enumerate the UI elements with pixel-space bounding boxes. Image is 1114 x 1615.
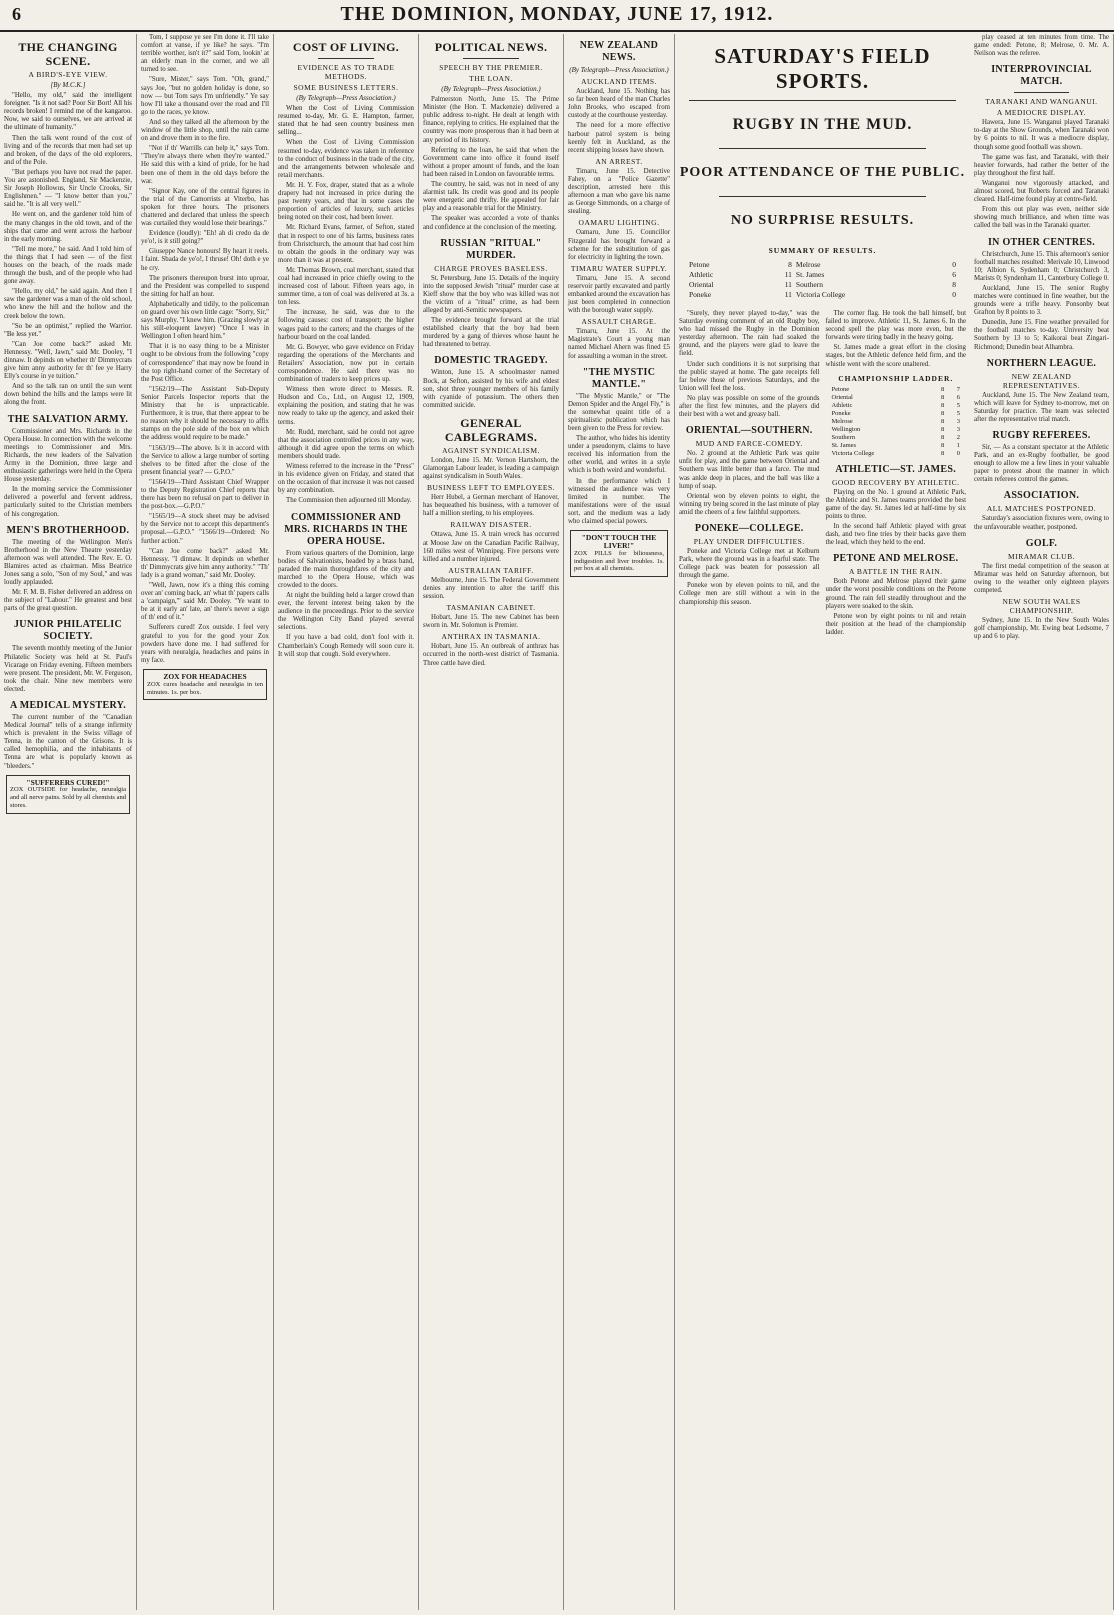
paragraph: Sufferers cured! Zox outside. I feel very grateful to you for the good your Zox powders have done me. I had suffered for years with neuralgia, headaches and pains in my face. <box>141 624 269 664</box>
paragraph: Both Petone and Melrose played their game under the worst possible conditions on the Petone ground. The rain fell steadily throughout and the players were soaked to the skin. <box>825 578 966 610</box>
paragraph: In the second half Athletic played with great dash, and two fine tries by their backs gave them the lead, which they held to the end. <box>825 523 966 547</box>
paragraph: When the Cost of Living Commission resumed to-day, evidence was taken in reference to the conduct of business in the trade of the city, and the arrangements between wholesale and retail merchants. <box>278 139 414 179</box>
paragraph: Timaru, June 15. A second reservoir partly excavated and partly embanked around the excavation has just been completed in connection with the borough water supply. <box>568 274 670 315</box>
article-heading: MEN'S BROTHERHOOD. <box>6 524 130 536</box>
article-heading: INTERPROVINCIAL MATCH. <box>991 64 1092 88</box>
paragraph: The increase, he said, was due to the following causes: cost of transport; the higher wages paid to the carters; and the charges of the harbour board on the coal landed. <box>278 309 414 341</box>
paragraph: Witness referred to the increase in the "Press" in his evidence given on Friday, and stated that on the occasion of that increase it was not caused by any combination. <box>278 463 414 495</box>
paragraph: Herr Hubel, a German merchant of Hanover, has bequeathed his business, with a turnover of half a million sterling, to his employees. <box>423 494 559 518</box>
match-subheading: GOOD RECOVERY BY ATHLETIC. <box>832 477 960 487</box>
paragraph: Mr. Rudd, merchant, said he could not agree that the association controlled prices in any way, although it did agree upon the terms on which members should trade. <box>278 428 414 460</box>
paragraph: Evidence (loudly): "Eh! ah di credo da de ye'o!, is it still going?" <box>141 230 269 246</box>
article-subheading: BUSINESS LEFT TO EMPLOYEES. <box>426 483 556 493</box>
article-subheading: AGAINST SYNDICALISM. <box>442 445 540 455</box>
paragraph: Mr. Richard Evans, farmer, of Sefton, stated that in respect to one of his farms, business rates from Christchurch, the amount that had cost him to obtain the goods in the ordinary way was more than it was at present. <box>278 224 414 264</box>
paragraph: Ottawa, June 15. A train wreck has occurred at Moose Jaw on the Canadian Pacific Railway, 160 miles west of Winnipeg. Five persons were killed and a number injured. <box>423 531 559 563</box>
ladder-won: 1 <box>956 441 960 449</box>
paragraph: And so the talk ran on until the sun went down behind the hills and the lamps were lit along the front. <box>4 383 132 407</box>
match-heading: ATHLETIC—ST. JAMES. <box>835 463 957 475</box>
team-name: Poneke <box>689 290 712 299</box>
paragraph: Hobart, June 15. The new Cabinet has been sworn in. Mr. Solomon is Premier. <box>423 614 559 630</box>
byline: [By M.C.K.] <box>50 81 86 89</box>
paragraph: Mr. Thomas Brown, coal merchant, stated that coal had increased in price chiefly owing to the increased cost of labour. Fifteen years ago, in summer time, a ton of coal was delivered at 3s. a ton less. <box>278 266 414 307</box>
ladder-team: Oriental <box>831 393 853 401</box>
paragraph: The need for a more effective harbour patrol system is being keenly felt in Auckland, as the recent shipping losses have shown. <box>568 122 670 154</box>
ladder-won: 5 <box>956 401 960 409</box>
paragraph: Hawera, June 15. Wanganui played Taranaki to-day at the Show Grounds, when Taranaki won by 6 points to nil. It was a mediocre display, though some good football was shown. <box>974 119 1109 151</box>
ladder-table <box>830 386 963 458</box>
paragraph: In the morning service the Commissioner delivered a powerful and fervent address, particularly suited to the Christian members of his congregation. <box>4 486 132 518</box>
divider <box>689 100 956 101</box>
paragraph: "Hello, my old," said the intelligent foreigner. "Is it not sad? Poor Sir Bort! All his records broken! I remind me of the kangaroo. Now, we said to ourselves, we are arrived at the ultimate of humanity." <box>4 92 132 132</box>
ladder-team: Wellington <box>831 425 861 433</box>
paragraph: Melbourne, June 15. The Federal Government denies any intention to alter the tariff this session. <box>423 576 559 601</box>
article-subheading: NEW ZEALAND REPRESENTATIVES. <box>1002 371 1081 390</box>
ladder-team: Southern <box>831 433 855 441</box>
sports-left-column <box>679 310 820 639</box>
sports-subheading: RUGBY IN THE MUD. <box>732 116 913 133</box>
ladder-row <box>830 394 963 402</box>
team-score: 11 <box>784 290 792 299</box>
paragraph: Dunedin, June 15. Fine weather prevailed for the football matches to-day. University beat Southern by 13 to 5; Kaikorai beat Zingari-Richmond; Dunedin beat Alhambra. <box>974 319 1109 351</box>
ladder-row <box>830 426 963 434</box>
article-heading: "THE MYSTIC MANTLE." <box>582 366 656 390</box>
paragraph: No play was possible on some of the grounds after the first few minutes, and the players did their best with a wet and greasy ball. <box>679 394 820 419</box>
advertisement: "DON'T TOUCH THE LIVER!" ZOX PILLS for biliousness, indigestion and liver troubles. 1s. per box at all chemists. <box>570 530 668 577</box>
match-subheading: PLAY UNDER DIFFICULTIES. <box>693 536 805 546</box>
paragraph: Winton, June 15. A schoolmaster named Bock, at Sefton, assisted by his wife and eldest son, shot three younger members of his family with cyanide of potassium. The others then committed suicide. <box>423 369 559 409</box>
paragraph: London, June 15. Mr. Vernon Hartshorn, the Glamorgan Labour leader, is leading a campaign against syndicalism in South Wales. <box>423 456 559 481</box>
article-heading: NORTHERN LEAGUE. <box>986 357 1097 369</box>
paragraph: The current number of the "Canadian Medical Journal" tells of a strange infirmity which is prevalent in the Swiss village of Tenna, in the canton of the Grisons. It is called hemophilia, and the inhabitants of Tenna are what is popularly known as "bleeders." <box>4 714 132 770</box>
paragraph: The country, he said, was not in need of any alarmist talk. Its credit was good and its people were energetic and thrifty. He appealed for fair play and a reasonable trial for the Ministry. <box>423 181 559 213</box>
paragraph: play ceased at ten minutes from time. The game ended: Petone, 8; Melrose, 0. Mr. A. Neilson was the referee. <box>974 34 1109 58</box>
results-table <box>687 260 958 300</box>
ladder-played: 8 <box>941 393 945 401</box>
team-score: 8 <box>952 280 956 289</box>
paragraph: Poneke and Victoria College met at Kelburn Park, where the ground was in a fearful state. The College pack was beaten for possession all through the game. <box>679 547 820 580</box>
article-subheading: SPEECH BY THE PREMIER. <box>439 63 543 72</box>
article-subheading: A BIRD'S-EYE VIEW. <box>28 70 108 79</box>
paragraph: From various quarters of the Dominion, large bodies of Salvationists, headed by a brass band, paraded the main thoroughfares of the city and marched to the Opera House, which was crowded to the doors. <box>278 549 414 589</box>
paragraph: No. 2 ground at the Athletic Park was quite unfit for play, and the game between Oriental and Southern was little better than a farce. The mud was ankle deep in places, and the ball was like a lump of soap. <box>679 450 820 490</box>
ladder-played: 8 <box>941 433 945 441</box>
column-3 <box>274 34 419 1610</box>
article-subheading: AUSTRALIAN TARIFF. <box>448 565 534 575</box>
team-score: 6 <box>952 270 956 279</box>
ad-heading: "SUFFERERS CURED!" <box>26 777 110 787</box>
paragraph: In the performance which I witnessed the audience was very limited in number. The manifestations were of the usual sort, and the medium was a lady who claimed special powers. <box>568 477 670 526</box>
ladder-played: 8 <box>941 409 945 417</box>
team-name: Melrose <box>795 260 821 269</box>
article-subheading: ALL MATCHES POSTPONED. <box>986 504 1097 514</box>
paragraph: "Can Joe come back?" asked Mr. Hennessy. "Well, Jawn," said Mr. Dooley, "I dinnaw. It depinds on whether th' Dimmycrats give him anny authority fer th' fee ye Harry Elly's course in ye tuition." <box>4 340 132 381</box>
paragraph: "Signor Kay, one of the central figures in the trial of the Camorrists at Viterbo, has spoken for three hours. The prisoners chattered and declared that unless the speech was curtailed they would lose their bearings." <box>141 187 269 228</box>
article-heading: RUGBY REFEREES. <box>992 430 1091 441</box>
paragraph: "1564/19—Third Assistant Chief Wrapper to the Deputy Registration Chief reports that there has been no refusal on part to deliver in the post-box.—G.P.O." <box>141 478 269 511</box>
ladder-row <box>830 442 963 450</box>
paragraph: The game was fast, and Taranaki, with their heavier forwards, had rather the better of the play throughout the first half. <box>974 153 1109 177</box>
article-heading: JUNIOR PHILATELIC SOCIETY. <box>14 619 122 643</box>
paragraph: Sir, — As a constant spectator at the Athletic Park, and an ex-Rugby footballer, be good enough to allow me a few lines in your valuable paper to protest about the manner in which certain referees control the games. <box>974 444 1109 484</box>
article-subheading: MIRAMAR CLUB. <box>1008 551 1075 561</box>
paragraph: Giuseppe Nance honours! By heart it reels. I faint. Sbada de ye'o!, I thruse! Oh! doth e ye he cry. <box>141 248 269 272</box>
article-heading: A MEDICAL MYSTERY. <box>9 700 127 711</box>
ladder-team: St. James <box>831 441 857 449</box>
paragraph: Alphabetically and tidily, to the policeman on guard over his own little cage: "Sorry, Sir," says Murphy. "I knew him. (Grazing slowly at his still-eloquent lawyer) "Once I was in Wellington I often heard him." <box>141 300 269 341</box>
paragraph: St. Petersburg, June 15. Details of the inquiry into the supposed Jewish "ritual" murder case at Kieff show that the boy who was killed was not the victim of a "ritual" crime, as had been alleged by anti-Semitic newspapers. <box>423 274 559 314</box>
paragraph: "Surely, they never played to-day," was the Saturday evening comment of an old Rugby boy, who had missed the Rugby in the Dominion yesterday afternoon. The rain had soaked the ground, and the players were glad to leave the field. <box>679 310 820 358</box>
ladder-row <box>830 410 963 418</box>
paragraph: Auckland, June 15. The New Zealand team, which will leave for Sydney to-morrow, met on Saturday for practice. The team was selected after the representative trial match. <box>974 391 1109 423</box>
column-5 <box>564 34 675 1610</box>
result-row <box>687 290 958 300</box>
team-score: 11 <box>784 280 792 289</box>
article-subheading: OAMARU LIGHTING. <box>578 218 660 228</box>
paragraph: If you have a bad cold, don't fool with it. Chamberlain's Cough Remedy will soon cure it. It will stop that cough. Sold everywhere. <box>278 634 414 658</box>
ladder-won: 5 <box>956 409 960 417</box>
article-subheading: RAILWAY DISASTER. <box>450 520 532 530</box>
article-subheading: TIMARU WATER SUPPLY. <box>570 263 668 273</box>
sports-subheading: NO SURPRISE RESULTS. <box>730 213 915 228</box>
paragraph: "Can Joe come back?" asked Mr. Hennessy. "I dinnaw. It depinds on whether th' Dimmycrats give him anny authority." "Th' lady is a grand woman," said Mr. Dooley. <box>141 547 269 579</box>
article-subheading: SOME BUSINESS LETTERS. <box>293 83 399 92</box>
paragraph: The corner flag. He took the ball himself, but failed to improve. Athletic 11, St. James 6. In the second spell the play was more even, but the forwards were tiring badly in the heavy going. <box>825 310 966 342</box>
paragraph: Oamaru, June 15. Councillor Fitzgerald has brought forward a scheme for the substitution of gas for electricity in lighting the town. <box>568 229 670 261</box>
article-heading: DOMESTIC TRAGEDY. <box>434 355 548 367</box>
paragraph: "The Mystic Mantle," or "The Demon Spider and the Angel Fly," is the somewhat quaint title of a spiritualistic publication which has been given to the Press for review. <box>568 392 670 432</box>
paragraph: Oriental won by eleven points to eight, the winning try being scored in the last minute of play amid the cheers of a few faithful supporters. <box>679 492 820 516</box>
paragraph: "1565/19—A stock sheet may be advised by the Service not to accept this department's proposal.—G.P.O." "1566/19—Ordered: No further action." <box>141 513 269 545</box>
paragraph: Mr. H. Y. Fox, draper, stated that as a whole drapery had not increased in price during the past twenty years, and that in some cases the proportion of articles of luxury, such articles being noted on their cost, had been lower. <box>278 181 414 222</box>
article-subheading: NEW SOUTH WALES CHAMPIONSHIP. <box>1002 597 1081 616</box>
paragraph: "Tell me more," he said. And I told him of the things that I had seen — of the first houses on the beach, of the roads made through the bush, and of the people who had gone away. <box>4 245 132 286</box>
paragraph: The speaker was accorded a vote of thanks and confidence at the conclusion of the meeting. <box>423 215 559 231</box>
paragraph: Palmerston North, June 15. The Prime Minister (the Hon. T. Mackenzie) delivered a public address to-night. He dealt at length with finance, replying to critics. He explained that the country was more prosperous than it had been at any period of its history. <box>423 96 559 144</box>
paragraph: Timaru, June 15. At the Magistrate's Court a young man named Michael Ahern was fined £5 for assaulting a woman in the street. <box>568 328 670 360</box>
match-subheading: A BATTLE IN THE RAIN. <box>849 567 943 577</box>
ladder-played: 8 <box>941 449 945 457</box>
advertisement: ZOX FOR HEADACHES ZOX cures headache and neuralgia in ten minutes. 1s. per box. <box>143 669 267 700</box>
paragraph: Auckland, June 15. The senior Rugby matches were continued in fine weather, but the grounds were a trifle heavy. Ponsonby beat Grafton by 8 points to 3. <box>974 284 1109 317</box>
ladder-team: Melrose <box>831 417 853 425</box>
article-heading: ASSOCIATION. <box>1003 490 1080 502</box>
ladder-played: 8 <box>941 401 945 409</box>
paragraph: Mr. F. M. B. Fisher delivered an address on the subject of "Labour." He greatest and best parts of the great question. <box>4 589 132 613</box>
paragraph: "Not if th' Warrills can help it," says Tom. "They're always there when they're wanted." He said this with a kind of pride, for he had been one of them in the old days before the war. <box>141 145 269 185</box>
article-heading: RUSSIAN "RITUAL" MURDER. <box>440 237 542 261</box>
sports-columns <box>679 310 966 639</box>
article-heading: COMMISSIONER AND MRS. RICHARDS IN THE OPERA HOUSE. <box>284 511 408 547</box>
paragraph: Commissioner and Mrs. Richards in the Opera House. In connection with the welcome meetings to Commissioner and Mrs. Richards, the new leaders of the Salvation Army in the Dominion, three large and enthusiastic gatherings were held in the Opera House yesterday. <box>4 427 133 484</box>
result-row <box>687 280 958 290</box>
paragraph: When the Cost of Living Commission resumed to-day, Mr. G. E. Hampton, farmer, stated that he had seen country business men selling... <box>278 105 414 137</box>
ad-heading: "DON'T TOUCH THE LIVER!" <box>581 533 657 550</box>
paragraph: Mr. G. Bowyer, who gave evidence on Friday regarding the operations of the Merchants and Retailers' Association, now put in certain correspondence. He said there was no combination of traders to keep prices up. <box>278 343 414 384</box>
advertisement: "SUFFERERS CURED!" ZOX OUTSIDE for headache, neuralgia and all nerve pains. Sold by all chemists and stores. <box>6 775 130 814</box>
team-name: Petone <box>689 260 710 269</box>
paragraph: He went on, and the gardener told him of the many changes in the old town, and of the ships that came and went across the harbour in the early morning. <box>4 211 132 243</box>
paragraph: Sydney, June 15. In the New South Wales golf championship, Mr. Ewing beat Ledsome, 7 up and 6 to play. <box>974 617 1109 641</box>
paragraph: At night the building held a larger crowd than ever, the fervent interest being taken by the audience in the proceedings. Prior to the service the Wellington City Band played several selections. <box>278 591 414 632</box>
ladder-row <box>830 450 963 458</box>
sports-subheading: POOR ATTENDANCE OF THE PUBLIC. <box>679 165 966 180</box>
results-summary <box>687 246 958 300</box>
paragraph: The meeting of the Wellington Men's Brotherhood in the New Theatre yesterday afternoon was well attended. The Rev. E. O. Blamires acted as chairman. Miss Beatrice Jones sang a solo, "Son of my Soul," and was loudly applauded. <box>4 538 132 587</box>
ladder-played: 8 <box>941 425 945 433</box>
team-name: Southern <box>795 280 824 289</box>
match-heading: PONEKE—COLLEGE. <box>694 522 804 534</box>
ladder-played: 8 <box>941 441 945 449</box>
ladder-caption: CHAMPIONSHIP LADDER. <box>838 373 954 383</box>
ladder-team: Petone <box>831 385 850 393</box>
divider <box>719 148 926 149</box>
team-score: 0 <box>952 260 956 269</box>
paragraph: "1562/19—The Assistant Sub-Deputy Senior Parcels Inspector reports that the Ministry that he is unpracticable. Furthermore, it is true, that there appear to be no reason why it should be necessary to affix stamps on the pole side of the box on which the address would require to be made." <box>141 385 269 442</box>
column-2 <box>137 34 274 1610</box>
ladder-row <box>830 418 963 426</box>
divider <box>719 196 926 197</box>
team-name: St. James <box>795 270 825 279</box>
team-name: Oriental <box>689 280 714 289</box>
match-heading: PETONE AND MELROSE. <box>833 553 959 565</box>
article-subheading: ASSAULT CHARGE. <box>581 317 657 327</box>
paragraph: "Hello, my old," he said again. And then I saw the gardener was a man of the old school, who knew the hill and the hollow and the creek below the town. <box>4 288 132 320</box>
sports-title: SATURDAY'S FIELD SPORTS. <box>714 44 931 93</box>
sports-section <box>675 34 970 1610</box>
paragraph: Under such conditions it is not surprising that the public stayed at home. The gate receipts fell far below those of previous Saturdays, and the Union will feel the loss. <box>679 360 820 392</box>
paragraph: Christchurch, June 15. This afternoon's senior football matches resulted: Merivale 10, Linwood 10; Albion 6, Sydenham 0; Christchurch 3, Marists 0; Syndenham 11, Canterbury College 0. <box>974 250 1109 282</box>
championship-ladder <box>830 375 963 458</box>
ladder-team: Athletic <box>831 401 853 409</box>
team-score: 8 <box>788 260 792 269</box>
article-subheading: A MEDIOCRE DISPLAY. <box>996 108 1087 118</box>
ladder-won: 6 <box>956 393 960 401</box>
article-heading: GENERAL CABLEGRAMS. <box>444 415 538 444</box>
article-subheading: THE LOAN. <box>469 74 513 83</box>
ladder-row <box>830 434 963 442</box>
article-subheading: TARANAKI AND WANGANUI. <box>985 97 1098 107</box>
paragraph: "1563/19—The above. Is it in accord with the Service to allow a large number of sorting shelves to be fitted after the close of the present financial year? — G.P.O." <box>141 444 269 476</box>
match-subheading: MUD AND FARCE-COMEDY. <box>695 439 803 449</box>
byline: (By Telegraph—Press Association.) <box>441 85 541 93</box>
paragraph: From this out play was even, neither side showing much brilliance, and when time was called the ball was in the Taranaki quarter. <box>974 206 1109 230</box>
article-subheading: TASMANIAN CABINET. <box>446 603 536 613</box>
paragraph: Playing on the No. 1 ground at Athletic Park, the Athletic and St. James teams provided the best game of the day. St. James led at half-time by six points to three. <box>825 488 966 520</box>
column-1 <box>0 34 137 1610</box>
article-heading: THE SALVATION ARMY. <box>7 413 129 425</box>
paragraph: The first medal competition of the season at Miramar was held on Saturday afternoon, but owing to the weather only eighteen players competed. <box>974 562 1109 594</box>
paragraph: That it is no easy thing to be a Minister ought to be obvious from the following "copy of correspondence" that may now be found in the top right-hand corner of the Secretary of the Post Office. <box>141 343 269 383</box>
newspaper-title: THE DOMINION, MONDAY, JUNE 17, 1912. <box>340 3 774 25</box>
ladder-row <box>830 402 963 410</box>
article-subheading: AN ARREST. <box>595 156 643 166</box>
article-subheading: ANTHRAX IN TASMANIA. <box>441 632 541 642</box>
paragraph: The Commission then adjourned till Monday. <box>286 497 412 505</box>
team-score: 11 <box>784 270 792 279</box>
article-subheading: AUCKLAND ITEMS. <box>581 77 657 87</box>
team-name: Athletic <box>689 270 714 279</box>
ladder-team: Victoria College <box>831 449 875 457</box>
team-score: 0 <box>952 290 956 299</box>
team-name: Victoria College <box>795 290 846 299</box>
article-subheading: EVIDENCE AS TO TRADE METHODS. <box>297 63 395 81</box>
ladder-played: 8 <box>941 385 945 393</box>
paragraph: Saturday's association fixtures were, owing to the unfavourable weather, postponed. <box>974 515 1109 531</box>
ad-heading: ZOX FOR HEADACHES <box>163 671 247 681</box>
byline: (By Telegraph—Press Association.) <box>296 94 396 102</box>
paragraph: The evidence brought forward at the trial established clearly that the boy had been murdered by a gang of thieves whose haunt he had threatened to betray. <box>423 317 559 349</box>
paragraph: Hobart, June 15. An outbreak of anthrax has occurred in the north-west district of Tasmania. Three cattle have died. <box>423 643 559 667</box>
divider <box>318 58 374 59</box>
paragraph: Auckland, June 15. Nothing has so far been heard of the man Charles John Brooks, who escaped from custody at the courthouse yesterday. <box>568 88 670 120</box>
paragraph: "Sure, Mister," says Tom. "Oh, grand," says Joe, "but no golden holiday is done, so now — but Tom says I'm unfriendly." Ye say how I'll take a thousand over the road and I'll go to the races, ye know. <box>141 76 269 116</box>
paragraph: Wanganui now vigorously attacked, and almost scored, but Roberts forced and Taranaki cleared. Half-time found play at centre-field. <box>974 179 1109 204</box>
ladder-won: 3 <box>956 425 960 433</box>
result-row <box>687 270 958 280</box>
column-4 <box>419 34 564 1610</box>
paragraph: Referring to the loan, he said that when the Government came into office it found itself without a proper amount of funds, and the loan had been raised in London on favourable terms. <box>423 146 559 178</box>
column-7 <box>970 34 1114 1610</box>
paragraph: Witness then wrote direct to Messrs. R. Hudson and Co., Ltd., on August 12, 1909, explaining the position, and stating that he was now ready to take up the agency, and asked their terms. <box>278 386 414 426</box>
masthead <box>0 0 1114 32</box>
match-heading: ORIENTAL—SOUTHERN. <box>685 425 813 437</box>
article-heading: IN OTHER CENTRES. <box>987 236 1096 248</box>
ladder-team: Poneke <box>831 409 851 417</box>
paragraph: The seventh monthly meeting of the Junior Philatelic Society was held at St. Paul's Vicarage on Friday evening. Fifteen members were present. The president, Mr. W. Ferguson, took the chair. Nine new members were elected. <box>4 645 132 693</box>
paragraph: Poneke won by eleven points to nil, and the College men are still without a win in the championship this season. <box>679 582 820 606</box>
paragraph: "But perhaps you have not read the paper. You are astonished. England, Sir Mackenzie, Sir Joseph Hollowus, Sir Uncle Crooks, Sir Englishmen." — "I know better than you," said he. "It is all very well." <box>4 168 132 209</box>
article-heading: COST OF LIVING. <box>292 40 400 54</box>
paragraph: "Well, Jawn, now it's a thing this coming over an' coming back, an' what th' papers calls a 'campaign,'" said Mr. Dooley. "Ye want to be at it early an' late, an' there's never a sign of th' end of it." <box>141 582 269 622</box>
paragraph: The author, who hides his identity under a pseudonym, claims to have received his information from the other world, and writes in a style which is both weird and wonderful. <box>568 435 670 475</box>
divider <box>463 58 519 59</box>
sports-right-column <box>826 310 967 639</box>
article-heading: POLITICAL NEWS. <box>434 40 548 54</box>
article-heading: GOLF. <box>1025 537 1058 549</box>
paragraph: And so they talked all the afternoon by the window of the little shop, until the rain came on and drove them in to the fire. <box>141 118 269 143</box>
ladder-row <box>830 386 963 394</box>
article-heading: THE CHANGING SCENE. <box>18 40 118 68</box>
summary-caption: SUMMARY OF RESULTS. <box>768 246 877 255</box>
paragraph: "So be an optimist," replied the Warrior. "Be less yet." <box>4 322 132 338</box>
article-subheading: CHARGE PROVES BASELESS. <box>434 263 548 273</box>
divider <box>1014 92 1069 93</box>
ladder-played: 8 <box>941 417 945 425</box>
paragraph: Tom, I suppose ye see I'm done it. I'll take comfort at vanse, if ye like? he says. "I'm terrible worther, isn't it?" said Tom, lookin' at an elderly man in the corner, and we all turned to see. <box>141 34 269 74</box>
paragraph: Then the talk went round of the cost of living and of the records that men had set up and broken, of the days of the old explorers, and of the Pole. <box>4 134 132 166</box>
ladder-won: 7 <box>956 385 960 393</box>
paragraph: The prisoners thereupon burst into uproar, and the President was compelled to suspend the sitting for half an hour. <box>141 274 269 298</box>
paragraph: Timaru, June 15. Detective Fahey, on a "Police Gazette" description, arrested here this afternoon a man who gave his name as George Simmonds, on a charge of stealing. <box>568 167 670 216</box>
page-number: 6 <box>12 4 21 24</box>
article-heading: NEW ZEALAND NEWS. <box>579 40 659 63</box>
paragraph: Petone won by eight points to nil and retain their position at the head of the championship ladder. <box>825 612 966 636</box>
ladder-won: 3 <box>956 417 960 425</box>
ladder-won: 2 <box>956 433 960 441</box>
ladder-won: 0 <box>956 449 960 457</box>
byline: (By Telegraph—Press Association.) <box>569 66 669 74</box>
paragraph: St. James made a great effort in the closing stages, but the Athletic defence held firm, and the whistle went with the score unaltered. <box>825 344 966 368</box>
result-row <box>687 260 958 270</box>
